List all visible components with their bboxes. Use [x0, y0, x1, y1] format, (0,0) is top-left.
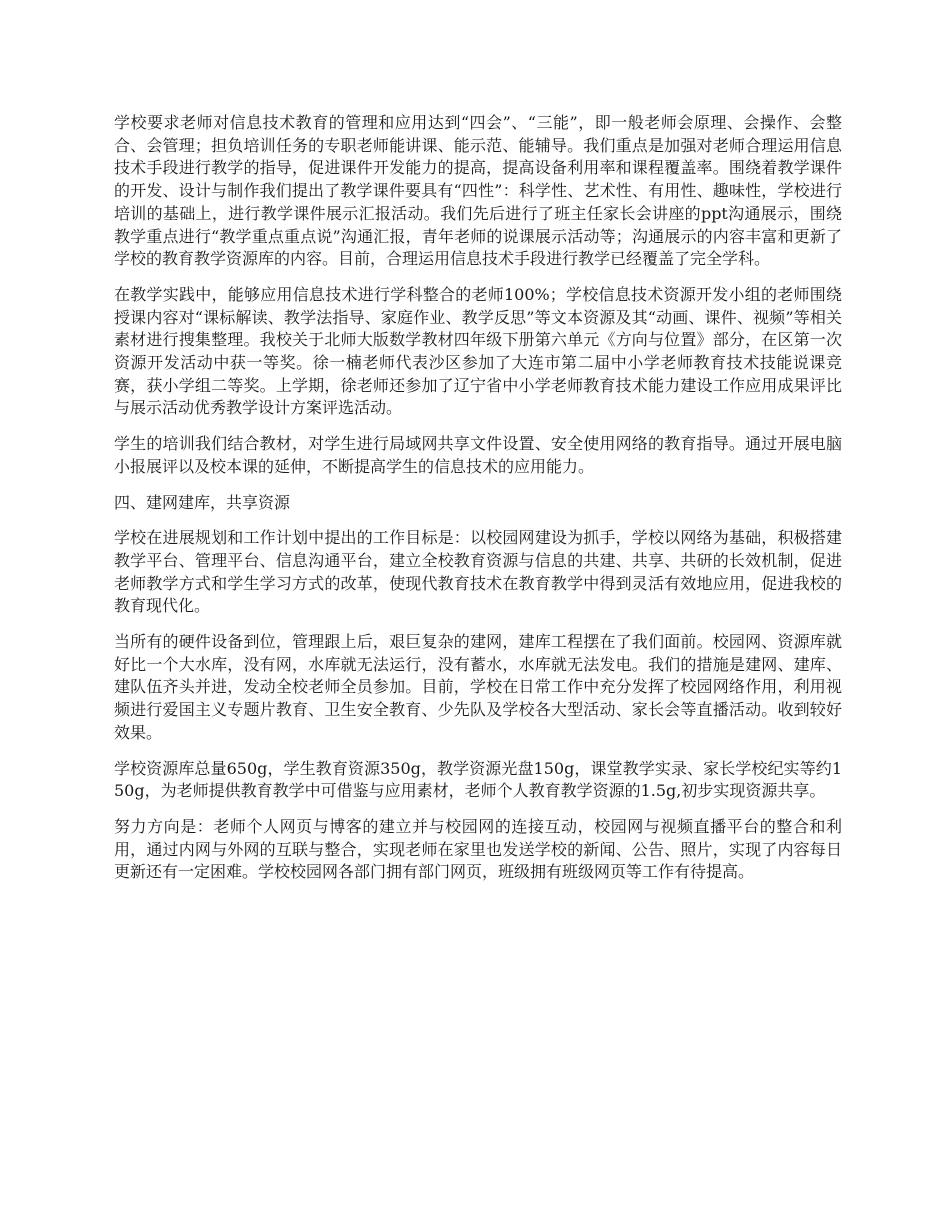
paragraph-student-training: 学生的培训我们结合教材，对学生进行局域网共享文件设置、安全使用网络的教育指导。通过开展电脑小报展评以及校本课的延伸，不断提高学生的信息技术的应用能力。: [114, 434, 842, 476]
section-heading-network-library: 四、建网建库，共享资源: [114, 492, 291, 512]
paragraph-teaching-practice: 在教学实践中，能够应用信息技术进行学科整合的老师100%；学校信息技术资源开发小组的老师围绕授课内容对“课标解读、教学法指导、家庭作业、教学反思”等文本资源及其“动画、课件、视频”等相关素材进行搜集整理。我校关于北师大版数学教材四年级下册第六单元《方向与位置》部分，在区第一次资源开发活动中获一等奖。徐一楠老师代表沙区参加了大连市第二届中小学老师教育技术技能说课竞赛，获小学组二等奖。上学期，徐老师还参加了辽宁省中小学老师教育技术能力建设工作应用成果评比与展示活动优秀教学设计方案评选活动。: [114, 284, 842, 418]
paragraph-future-direction: 努力方向是：老师个人网页与博客的建立并与校园网的连接互动，校园网与视频直播平台的整合和利用，通过内网与外网的互联与整合，实现老师在家里也发送学校的新闻、公告、照片，实现了内容每日更新还有一定困难。学校校园网各部门拥有部门网页，班级拥有班级网页等工作有待提高。: [114, 816, 842, 882]
paragraph-resource-library-size: 学校资源库总量650g，学生教育资源350g，教学资源光盘150g，课堂教学实录、家长学校纪实等约150g，为老师提供教育教学中可借鉴与应用素材，老师个人教育教学资源的1.5g,初步实现资源共享。: [114, 758, 842, 801]
document-body: [114, 112, 842, 897]
paragraph-work-goals: 学校在进展规划和工作计划中提出的工作目标是：以校园网建设为抓手，学校以网络为基础，积极搭建教学平台、管理平台、信息沟通平台，建立全校教育资源与信息的共建、共享、共研的长效机制，促进老师教学方式和学生学习方式的改革，使现代教育技术在教育教学中得到灵活有效地应用，促进我校的教育现代化。: [114, 528, 842, 616]
paragraph-teacher-it-training: 学校要求老师对信息技术教育的管理和应用达到“四会”、“三能”，即一般老师会原理、会操作、会整合、会管理；担负培训任务的专职老师能讲课、能示范、能辅导。我们重点是加强对老师合理运用信息技术手段进行教学的指导，促进课件开发能力的提高，提高设备利用率和课程覆盖率。围绕着教学课件的开发、设计与制作我们提出了教学课件要具有“四性”：科学性、艺术性、有用性、趣味性，学校进行培训的基础上，进行教学课件展示汇报活动。我们先后进行了班主任家长会讲座的ppt沟通展示，围绕教学重点进行“教学重点重点说”沟通汇报，青年老师的说课展示活动等；沟通展示的内容丰富和更新了学校的教育教学资源库的内容。目前，合理运用信息技术手段进行教学已经覆盖了完全学科。: [114, 113, 842, 269]
paragraph-network-construction: 当所有的硬件设备到位，管理跟上后，艰巨复杂的建网，建库工程摆在了我们面前。校园网、资源库就好比一个大水库，没有网，水库就无法运行，没有蓄水，水库就无法发电。我们的措施是建网、建库、建队伍齐头并进，发动全校老师全员参加。目前，学校在日常工作中充分发挥了校园网络作用，利用视频进行爱国主义专题片教育、卫生安全教育、少先队及学校各大型活动、家长会等直播活动。收到较好效果。: [114, 632, 842, 742]
